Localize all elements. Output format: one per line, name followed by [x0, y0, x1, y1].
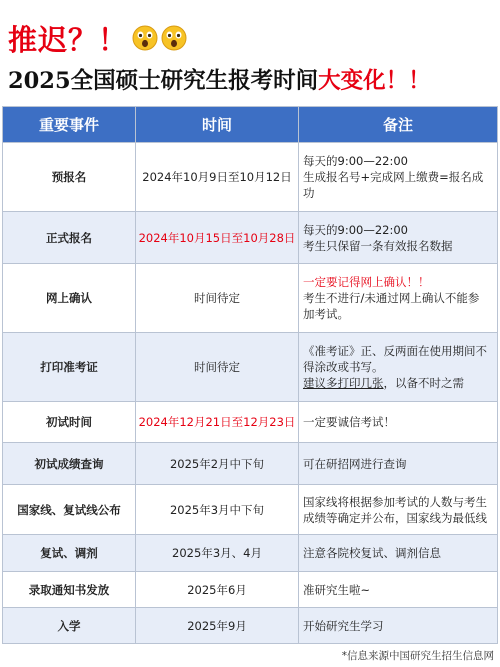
note-cell [299, 264, 498, 333]
note-line: 成绩等确定并公布，国家线为最低线 [303, 510, 487, 525]
event-cell: 国家线、复试线公布 [3, 485, 136, 535]
poster-header [0, 0, 500, 106]
note-cell [299, 608, 498, 644]
time-cell: 2025年2月中下旬 [136, 443, 299, 485]
event-cell: 网上确认 [3, 264, 136, 333]
table-row [3, 264, 498, 333]
note-line: 每天的9:00—22:00 [303, 222, 408, 237]
table-row [3, 143, 498, 212]
note-line: 国家线将根据参加考试的人数与考生 [303, 494, 487, 509]
note-line: 加考试。 [303, 307, 349, 321]
table-row [3, 572, 498, 608]
table-row [3, 333, 498, 402]
note-line: 可在研招网进行查询 [303, 456, 407, 471]
table-row [3, 402, 498, 443]
table-row [3, 485, 498, 535]
table-row [3, 535, 498, 572]
event-cell: 录取通知书发放 [3, 572, 136, 608]
note-line: 开始研究生学习 [303, 618, 384, 633]
note-cell [299, 485, 498, 535]
note-cell [299, 535, 498, 572]
column-header-time: 时间 [136, 107, 299, 143]
table-row [3, 443, 498, 485]
note-line: 得涂改或书写。 [303, 360, 384, 374]
event-cell: 正式报名 [3, 212, 136, 264]
table-header-row [3, 107, 498, 143]
note-cell [299, 572, 498, 608]
headline-title-main: 2025全国硕士研究生报考时间 [8, 68, 319, 94]
note-tip-tail: ，以备不时之需 [383, 376, 464, 390]
headline-delay: 推迟？！ [8, 22, 129, 57]
astonished-face-emoji-icon [132, 25, 158, 51]
note-cell [299, 402, 498, 443]
schedule-table [2, 106, 498, 644]
time-cell: 2025年6月 [136, 572, 299, 608]
column-header-note: 备注 [299, 107, 498, 143]
note-line: 每天的9:00—22:00 [303, 154, 408, 168]
time-cell: 2024年12月21日至12月23日 [136, 402, 299, 443]
note-line-warning: 一定要记得网上确认！！ [303, 275, 430, 289]
time-cell: 时间待定 [136, 264, 299, 333]
headline-title-highlight: 大变化！！ [318, 68, 431, 94]
note-line: 生成报名号+完成网上缴费=报名成 [303, 170, 484, 184]
note-line: 《准考证》正、反两面在使用期间不 [303, 344, 487, 358]
headline-row [8, 18, 187, 58]
table-row [3, 212, 498, 264]
time-cell: 2025年3月中下旬 [136, 485, 299, 535]
note-line: 功 [303, 186, 315, 200]
note-line [303, 375, 493, 391]
time-cell: 2024年10月15日至10月28日 [136, 212, 299, 264]
event-cell: 初试时间 [3, 402, 136, 443]
note-line: 注意各院校复试、调剂信息 [303, 546, 441, 560]
event-cell: 复试、调剂 [3, 535, 136, 572]
event-cell: 预报名 [3, 143, 136, 212]
note-line: 准研究生啦~ [303, 582, 371, 597]
source-note: *信息来源中国研究生招生信息网 [341, 650, 494, 662]
column-header-event: 重要事件 [3, 107, 136, 143]
note-line: 考生不进行/未通过网上确认不能参 [303, 291, 480, 305]
time-cell: 2025年9月 [136, 608, 299, 644]
time-cell: 时间待定 [136, 333, 299, 402]
event-cell: 初试成绩查询 [3, 443, 136, 485]
note-underlined-tip: 建议多打印几张 [303, 376, 384, 390]
headline-title [8, 60, 431, 98]
astonished-face-emoji-icon [161, 25, 187, 51]
note-cell [299, 333, 498, 402]
event-cell: 入学 [3, 608, 136, 644]
time-cell: 2025年3月、4月 [136, 535, 299, 572]
note-line: 考生只保留一条有效报名数据 [303, 238, 453, 253]
table-row [3, 608, 498, 644]
note-cell [299, 143, 498, 212]
note-cell [299, 212, 498, 264]
event-cell: 打印准考证 [3, 333, 136, 402]
time-cell: 2024年10月9日至10月12日 [136, 143, 299, 212]
note-cell [299, 443, 498, 485]
note-line: 一定要诚信考试！ [303, 415, 395, 429]
